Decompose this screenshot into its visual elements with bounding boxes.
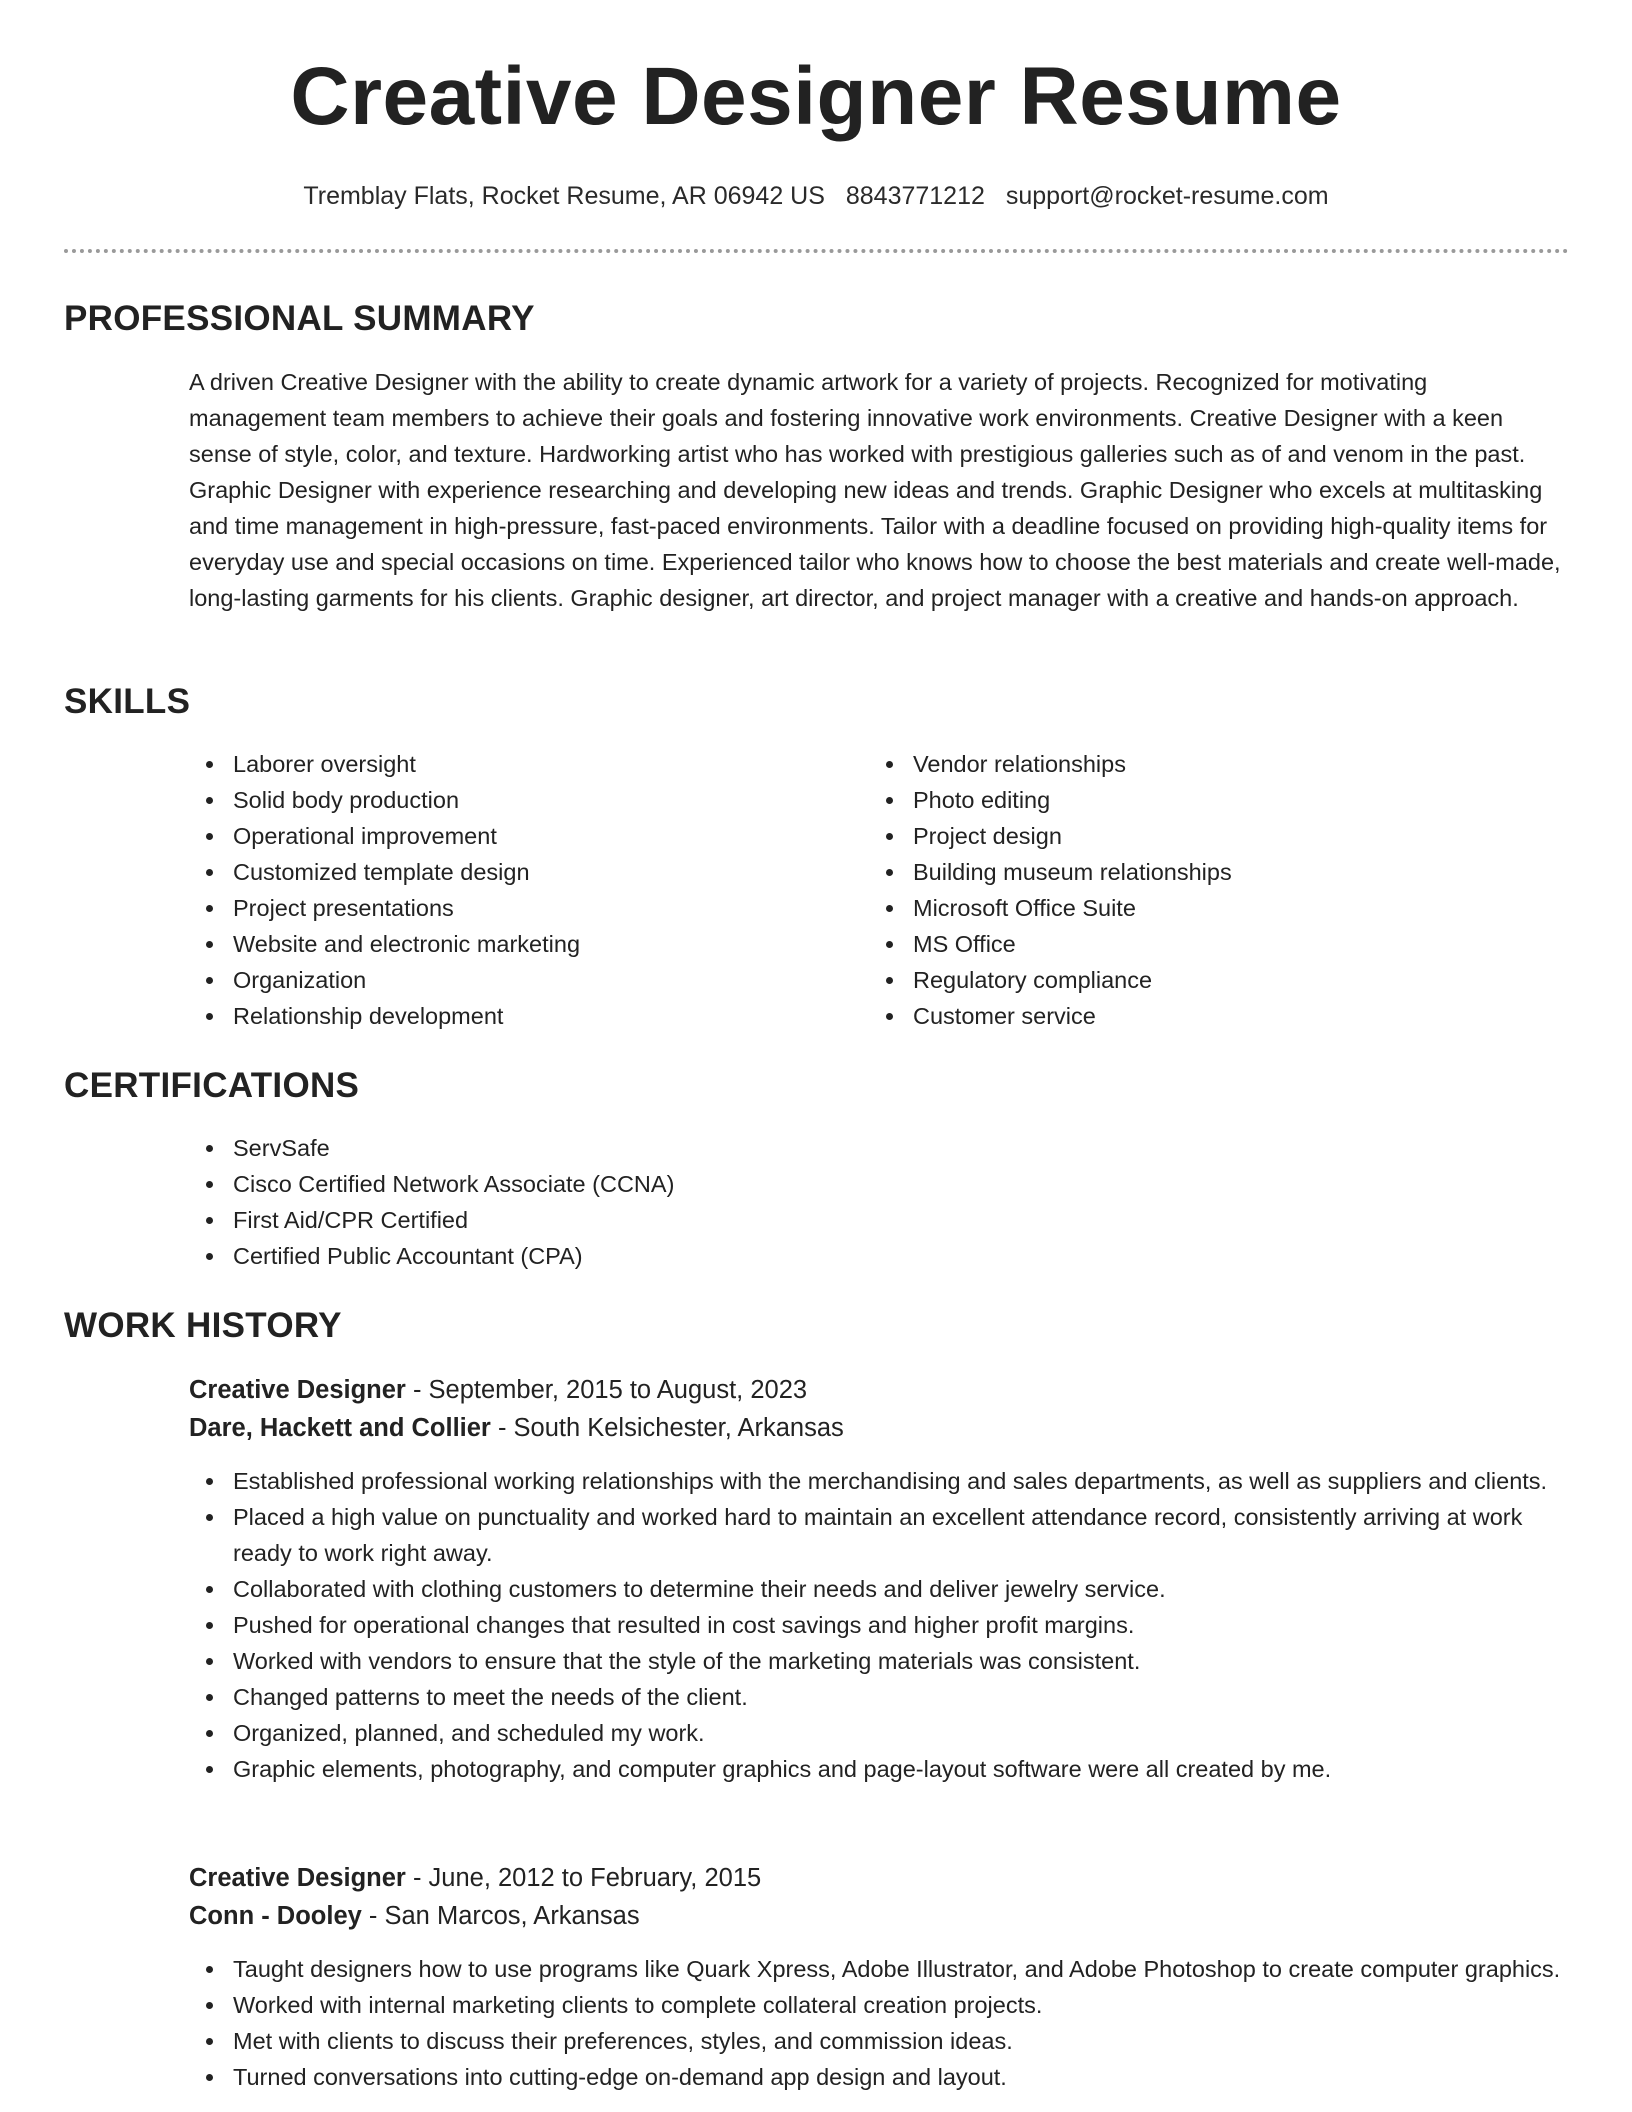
skill-item: Customized template design: [189, 854, 829, 890]
work-history-heading: WORK HISTORY: [64, 1306, 342, 1345]
job-title-line: [189, 1371, 1569, 1409]
job-location: - San Marcos, Arkansas: [361, 1902, 640, 1930]
skill-item: Relationship development: [189, 998, 829, 1034]
skill-item: Project design: [869, 818, 1509, 854]
summary-text: A driven Creative Designer with the ability to create dynamic artwork for a variety of projects. Recognized for motivating management team members to achieve their goals and fostering innovative work environments. Creative Designer with a keen sense of style, color, and texture. Hardworking artist who has worked with prestigious galleries such as of and venom in the past. Graphic Designer with experience researching and developing new ideas and trends. Graphic Designer who excels at multitasking and time management in high-pressure, fast-paced environments. Tailor with a deadline focused on providing high-quality items for everyday use and special occasions on time. Experienced tailor who knows how to choose the best materials and create well-made, long-lasting garments for his clients. Graphic designer, art director, and project manager with a creative and hands-on approach.: [189, 369, 1561, 611]
skills-list-left: [189, 746, 829, 1034]
job-company-line: [189, 1409, 1569, 1447]
skill-item: Customer service: [869, 998, 1509, 1034]
job-duty-item: Worked with internal marketing clients to complete collateral creation projects.: [189, 1987, 1569, 2023]
skills-list-right: [869, 746, 1509, 1034]
skill-item: Laborer oversight: [189, 746, 829, 782]
contact-email: support@rocket-resume.com: [1005, 182, 1329, 210]
certification-item: Certified Public Accountant (CPA): [189, 1238, 1569, 1274]
contact-phone: 8843771212: [845, 182, 985, 210]
job-company: Dare, Hackett and Collier: [189, 1414, 491, 1442]
job-duty-item: Graphic elements, photography, and computer graphics and page-layout software were all created by me.: [189, 1751, 1569, 1787]
skill-item: MS Office: [869, 926, 1509, 962]
skill-item: Operational improvement: [189, 818, 829, 854]
job-dates: - September, 2015 to August, 2023: [405, 1376, 808, 1404]
skill-item: Vendor relationships: [869, 746, 1509, 782]
job-duty-item: Turned conversations into cutting-edge on-demand app design and layout.: [189, 2059, 1569, 2095]
skills-heading: SKILLS: [64, 682, 191, 721]
job-entry: [189, 1371, 1569, 1787]
certifications-heading: CERTIFICATIONS: [64, 1066, 360, 1105]
certification-item: First Aid/CPR Certified: [189, 1202, 1569, 1238]
certification-item: Cisco Certified Network Associate (CCNA): [189, 1166, 1569, 1202]
job-duty-item: Collaborated with clothing customers to determine their needs and deliver jewelry service.: [189, 1571, 1569, 1607]
skill-item: Solid body production: [189, 782, 829, 818]
job-entry: [189, 1859, 1569, 2095]
job-duty-item: Taught designers how to use programs like Quark Xpress, Adobe Illustrator, and Adobe Photoshop to create computer graphics.: [189, 1951, 1569, 1987]
job-duties-list: [189, 1951, 1569, 2095]
skill-item: Organization: [189, 962, 829, 998]
skill-item: Regulatory compliance: [869, 962, 1509, 998]
skill-item: Microsoft Office Suite: [869, 890, 1509, 926]
job-duty-item: Worked with vendors to ensure that the style of the marketing materials was consistent.: [189, 1643, 1569, 1679]
job-duty-item: Placed a high value on punctuality and worked hard to maintain an excellent attendance record, consistently arriving at work ready to work right away.: [189, 1499, 1569, 1571]
job-title-line: [189, 1859, 1569, 1897]
resume-title: Creative Designer Resume: [290, 51, 1342, 142]
job-dates: - June, 2012 to February, 2015: [405, 1864, 762, 1892]
certification-item: ServSafe: [189, 1130, 1569, 1166]
skill-item: Building museum relationships: [869, 854, 1509, 890]
job-duty-item: Met with clients to discuss their preferences, styles, and commission ideas.: [189, 2023, 1569, 2059]
contact-line: [0, 182, 1632, 211]
job-duty-item: Established professional working relationships with the merchandising and sales departments, as well as suppliers and clients.: [189, 1463, 1569, 1499]
job-location: - South Kelsichester, Arkansas: [490, 1414, 844, 1442]
job-duty-item: Organized, planned, and scheduled my work.: [189, 1715, 1569, 1751]
skill-item: Project presentations: [189, 890, 829, 926]
certifications-list: [189, 1130, 1569, 1274]
contact-address: Tremblay Flats, Rocket Resume, AR 06942 US: [303, 182, 825, 210]
job-duty-item: Changed patterns to meet the needs of the client.: [189, 1679, 1569, 1715]
skill-item: Photo editing: [869, 782, 1509, 818]
skill-item: Website and electronic marketing: [189, 926, 829, 962]
header-divider: [64, 249, 1569, 253]
job-company: Conn - Dooley: [189, 1902, 362, 1930]
job-duty-item: Pushed for operational changes that resulted in cost savings and higher profit margins.: [189, 1607, 1569, 1643]
job-company-line: [189, 1897, 1569, 1935]
job-title: Creative Designer: [189, 1864, 406, 1892]
summary-heading: PROFESSIONAL SUMMARY: [64, 299, 535, 338]
job-title: Creative Designer: [189, 1376, 406, 1404]
job-duties-list: [189, 1463, 1569, 1787]
